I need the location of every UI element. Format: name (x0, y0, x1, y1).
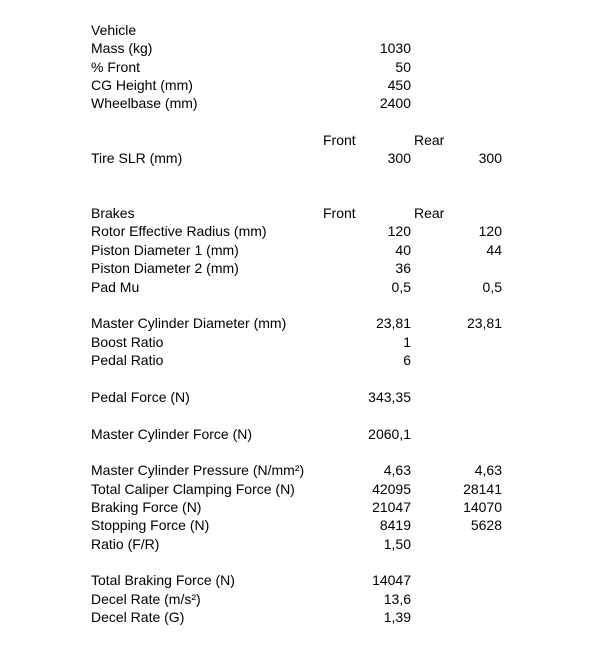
tire-header-row (0, 131, 600, 149)
piston-2-row (0, 259, 600, 277)
tire-slr-rear: 300 (478, 150, 502, 166)
piston-1-row (0, 241, 600, 259)
boost-ratio-row (0, 333, 600, 351)
mc-pressure-label: Master Cylinder Pressure (N/mm²) (91, 462, 305, 478)
rotor-radius-row (0, 222, 600, 240)
ratio-row (0, 535, 600, 553)
stopping-force-front: 8419 (379, 517, 411, 533)
mc-pressure-rear: 4,63 (474, 462, 502, 478)
decel-g-value: 1,39 (383, 609, 411, 625)
pad-mu-rear: 0,5 (482, 279, 502, 295)
stopping-force-rear: 5628 (470, 517, 502, 533)
total-braking-row (0, 571, 600, 589)
front-percent-label: % Front (91, 59, 141, 75)
pad-mu-front: 0,5 (391, 279, 411, 295)
pedal-ratio-value: 6 (403, 352, 411, 368)
decel-g-label: Decel Rate (G) (91, 609, 185, 625)
front-percent-value: 50 (395, 59, 411, 75)
wheelbase-label: Wheelbase (mm) (91, 95, 198, 111)
mc-pressure-row (0, 461, 600, 479)
decel-ms-label: Decel Rate (m/s²) (91, 591, 201, 607)
cg-height-value: 450 (387, 77, 411, 93)
vehicle-title-row (0, 21, 600, 39)
ratio-value: 1,50 (383, 536, 411, 552)
tire-slr-label: Tire SLR (mm) (91, 150, 183, 166)
pad-mu-label: Pad Mu (91, 279, 140, 295)
decel-g-row (0, 608, 600, 626)
braking-force-label: Braking Force (N) (91, 499, 202, 515)
piston-2-label: Piston Diameter 2 (mm) (91, 260, 239, 276)
stopping-force-label: Stopping Force (N) (91, 517, 210, 533)
rotor-radius-label: Rotor Effective Radius (mm) (91, 223, 267, 239)
decel-ms-value: 13,6 (383, 591, 411, 607)
boost-ratio-label: Boost Ratio (91, 334, 164, 350)
pedal-force-row (0, 388, 600, 406)
piston-2-front: 36 (395, 260, 411, 276)
pedal-ratio-label: Pedal Ratio (91, 352, 164, 368)
front-percent-row (0, 58, 600, 76)
rotor-radius-front: 120 (387, 223, 411, 239)
vehicle-section-title: Vehicle (91, 22, 137, 38)
piston-1-front: 40 (395, 242, 411, 258)
total-braking-value: 14047 (372, 572, 411, 588)
tire-slr-front: 300 (387, 150, 411, 166)
mass-value: 1030 (379, 40, 411, 56)
mass-label: Mass (kg) (91, 40, 153, 56)
brakes-rear-header: Rear (414, 205, 445, 221)
braking-force-row (0, 498, 600, 516)
mc-diameter-front: 23,81 (375, 315, 411, 331)
pedal-force-value: 343,35 (368, 389, 411, 405)
tire-front-header: Front (323, 132, 356, 148)
cg-height-row (0, 76, 600, 94)
boost-ratio-value: 1 (403, 334, 411, 350)
braking-force-front: 21047 (372, 499, 411, 515)
clamping-force-label: Total Caliper Clamping Force (N) (91, 481, 295, 497)
piston-1-rear: 44 (486, 242, 502, 258)
ratio-label: Ratio (F/R) (91, 536, 160, 552)
mass-row (0, 39, 600, 57)
clamping-force-rear: 28141 (463, 481, 502, 497)
decel-ms-row (0, 590, 600, 608)
pad-mu-row (0, 278, 600, 296)
pedal-ratio-row (0, 351, 600, 369)
clamping-force-row (0, 480, 600, 498)
clamping-force-front: 42095 (372, 481, 411, 497)
total-braking-label: Total Braking Force (N) (91, 572, 235, 588)
wheelbase-row (0, 94, 600, 112)
mc-diameter-label: Master Cylinder Diameter (mm) (91, 315, 287, 331)
cg-height-label: CG Height (mm) (91, 77, 193, 93)
rotor-radius-rear: 120 (478, 223, 502, 239)
mc-diameter-row (0, 314, 600, 332)
mc-force-row (0, 425, 600, 443)
brakes-header-row (0, 204, 600, 222)
pedal-force-label: Pedal Force (N) (91, 389, 190, 405)
brakes-section-title: Brakes (91, 205, 135, 221)
mc-force-label: Master Cylinder Force (N) (91, 426, 253, 442)
piston-1-label: Piston Diameter 1 (mm) (91, 242, 239, 258)
tire-rear-header: Rear (414, 132, 445, 148)
mc-force-value: 2060,1 (368, 426, 411, 442)
wheelbase-value: 2400 (379, 95, 411, 111)
mc-pressure-front: 4,63 (383, 462, 411, 478)
mc-diameter-rear: 23,81 (466, 315, 502, 331)
stopping-force-row (0, 516, 600, 534)
braking-force-rear: 14070 (463, 499, 502, 515)
tire-slr-row (0, 149, 600, 167)
brakes-front-header: Front (323, 205, 356, 221)
